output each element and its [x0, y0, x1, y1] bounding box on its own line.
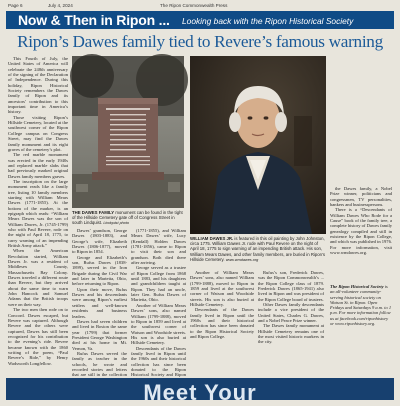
caption-lead: WILLIAM DAWES JR. [190, 236, 234, 241]
article-column-4 [258, 270, 324, 376]
paragraph: The inscription on the large monument reads like a family tree, listing 10 family members starting with William Mears Dawes (1771-1855). At the bottom of the marker, is an epigraph which reads: “William Mears Dawes was the son of William Dawes, Jr. (1745-1799) who with Paul Revere, rode on the night of April 18, 1775, to carry warning of an impending British Army attack.” [8, 178, 68, 249]
next-article-banner [6, 378, 394, 405]
paragraph: Descendants of the Dawes family lived in Ripon until the 1960s and their historical collection has since been donated to the Ripon Historical Society and Ripon [131, 345, 186, 378]
page-number: Page 6 [8, 3, 23, 8]
portrait-credit: www.wmdawes.org [225, 257, 259, 262]
publication-name: The Ripon Commonwealth Press [160, 3, 228, 8]
paragraph: This Fourth of July, the United States of America will celebrate the 248th anniversary of the signing of the Declaration of Independence. During this holiday, Ripon Historical Society remembers the Dawes family of Ripon and its ancestors’ contribution to this important time in America’s history. [8, 56, 68, 115]
dawes-portrait-painting [190, 56, 326, 234]
issue-date: July 4, 2024 [48, 3, 73, 8]
paragraph: Other Dawes family descendants include a vice president of the United States, Charles G. Dawes, and a Nobel Peace Prize winner. [258, 302, 324, 324]
photo-credit: Lindquist photo [103, 221, 130, 226]
paragraph: The red marble monument was erected in the early 1940s and replaced marble slabs that had previously marked original Dawes family members graves. [8, 152, 68, 179]
paragraph: The Dawes family monument at Hillside Cemetery remains one of the most visited historic markers in the city. [258, 323, 324, 345]
historical-society-note [330, 280, 392, 326]
paragraph: There is a “Descendants of William Dawes Who Rode for a Cause” book of the family tree, a complete history of Dawes family genealogy compiled and still in existence by the Ripon College, and which was published in 1976. For more information, visit www.wmdawes.org. [330, 207, 392, 256]
paragraph: Dawes had seven children and lived in Boston the same year (1799) that former President George Washington died at his home in Mt. Vernon, Va. [72, 318, 127, 351]
society-text: is an all-volunteer community-serving historical society on Watson St. in Ripon. Open Fridays and Saturdays 9 a.m. to 1 p.m. For more information follow us at facebook.com/riponhistory or www.riponhistory.org. [330, 284, 392, 327]
paragraph: Another of William Mears Dawes’ sons, also named William (1799-1888), moved to Ripon in 1859 and lived at the southwest corner of Watson and Woodside streets. His son is also buried at Hillside Cemetery. [131, 302, 186, 346]
article-column-5 [330, 186, 392, 278]
caption-lead: THE DAWES FAMILY [72, 210, 115, 215]
society-name: The Ripon Historical Society [330, 284, 384, 289]
paragraph: Rufus’s son, Frederick Dawes, was the Ripon Commonwealth’s ... the Ripon College class of 1879. Frederick Dawes (1865-1941) also lived in Ripon and was president of the Ripon College board of trustees. [258, 270, 324, 302]
paragraph: George served as a trustee of Ripon College from 1868 until 1883, and his daughters and grandchildren taught at Ripon. They had an uncle, later Gen. Rufus Dawes of Marietta, Ohio. [131, 265, 186, 303]
portrait-caption [190, 236, 326, 263]
paragraph: Another of William Mears Dawes’ sons, also named William (1799-1888), moved to Ripon in 1859 and lived at the southwest corner of Watson and Woodside streets. His son is also buried at Hillside Cemetery. [190, 270, 254, 308]
paragraph: Rufus Dawes served the family as teacher in the schools, he wrote and recorded stories and letters that are still in the collection [72, 350, 127, 378]
article-column-1 [8, 56, 68, 376]
caption-text: is featured in this oil painting by John Johnston, circa 1775. William Dawes Jr. rode with Paul Revere on the night of April 18, 1775 to sign warning of an impending British attack. His son, William Mears Dawes, and other family members, are buried in Ripon’s Hillside Cemetery. [190, 236, 326, 262]
section-band [6, 11, 394, 29]
article-column-2b [190, 270, 254, 376]
masthead-line [8, 2, 392, 11]
article-column-2 [72, 228, 127, 376]
paragraph: Descendants of the Dawes family lived in Ripon until the 1960s and their historical collection has since been donated to the Ripon Historical Society and Ripon College. [190, 307, 254, 340]
section-title: Now & Then in Ripon ... [18, 12, 170, 28]
paragraph: The two men then rode on to Concord. Dawes escaped, but Revere was captured. Although Revere and the others were captured, Dawes has still been recognized for his contribution to the evening’s ride. Revere became known with the 1860 writing of the poem, “Paul Revere’s Ride,” by Henry Wadsworth Longfellow. [8, 307, 68, 366]
paragraph: (1771-1855), and William Mears Dawes’ wife, Lucy (Kendall) Holden Dawes (1781-1856), came to Ripon to visit their son and grandson. Both died there after arriving. [131, 228, 186, 266]
caption-text: monument can be found in the tight of the Hillside Cemetery gate off of Congress Street in south Lindquist. [72, 210, 183, 226]
section-subtitle: Looking back with the Ripon Historical Society [182, 16, 354, 26]
paragraph: the Dawes family, a Nobel Prize winner, politicians and congressmen, TV personalities, bankers and businesspersons. [330, 186, 392, 208]
paragraph: George and Elizabeth’s son, Rufus Dawes (1838-1899), served in the Iron Brigade during the Civil War and later in Marietta, Ohio, before returning to Ripon. [72, 254, 127, 287]
monument-photo-image [72, 56, 184, 208]
monument-photo-caption [72, 210, 184, 227]
portrait-image [190, 56, 326, 234]
article-headline: Ripon’s Dawes family tied to Revere’s famous warning [17, 32, 383, 51]
paragraph: Dawes’ grandson, George Dawes (1803-1883), and George’s wife, Elizabeth Dawes (1806-1877), moved to Ripon in 1854. [72, 228, 127, 255]
paragraph: When the American Revolution started, William Dawes Jr. was a resident of Middlesex County, Massachusetts Bay Colony. Dawes traveled a different route than Revere, but they arrived about the same time to warn John Hancock and Samuel Adams that the British troops were on their way. [8, 248, 68, 307]
article-column-3 [131, 228, 186, 376]
paragraph: Upon their move, Rufus Dawes and his descendants were among Ripon’s earliest settlers and well-known residents and business leaders. [72, 286, 127, 319]
paragraph: Those visiting Ripon’s Hillside Cemetery, located at the southwest corner of the Ripon College campus on Congress Street, may find the Dawes family monument and its eight graves of the cemetery’s plot. [8, 114, 68, 152]
banner-title: Meet Your [143, 380, 257, 405]
cemetery-monument-photo [72, 56, 184, 208]
